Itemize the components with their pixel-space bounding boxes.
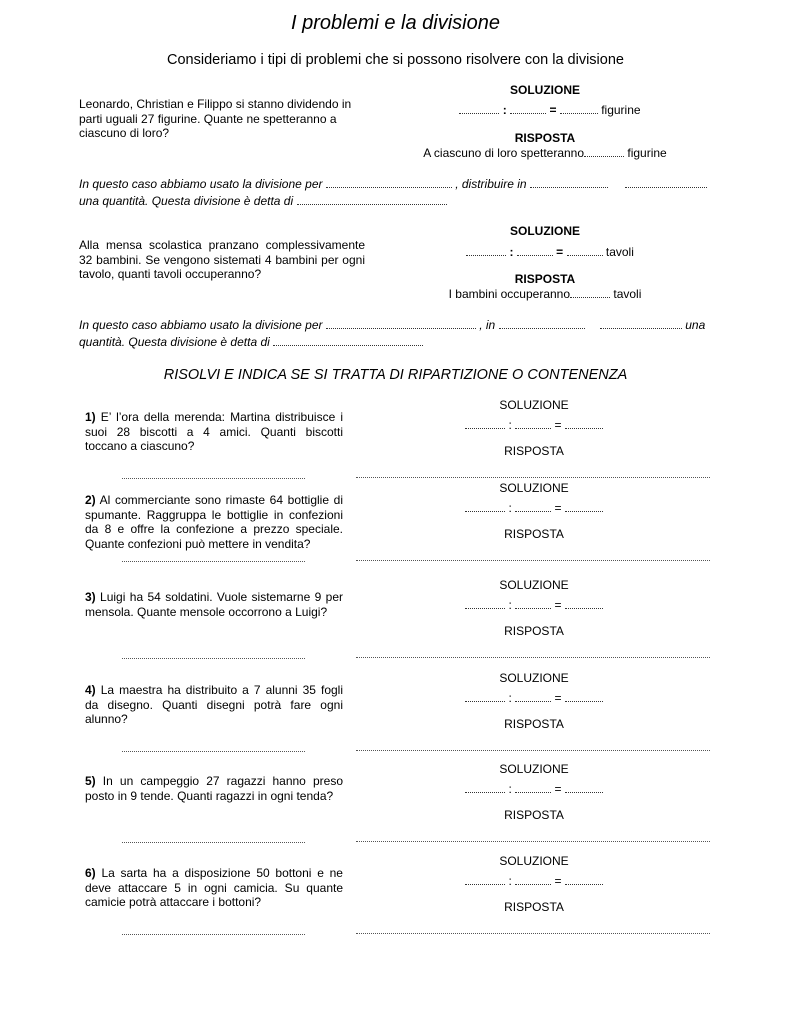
colon: : [508, 598, 512, 612]
example2-sentence-2 [79, 334, 719, 351]
example2-text: Alla mensa scolastica pranzano complessivamente 32 bambini. Se vengono sistemati 4 bambini per ogni tavolo, quanti tavoli occuperanno? [79, 238, 365, 281]
page-title: I problemi e la divisione [291, 12, 500, 34]
colon: : [508, 782, 512, 796]
colon: : [509, 245, 514, 259]
sentence-part: una quantità. Questa divisione è detta di [79, 194, 294, 208]
section-title: RISOLVI E INDICA SE SI TRATTA DI RIPARTIZIONE O CONTENENZA [163, 367, 628, 383]
equals: = [554, 874, 562, 888]
exercise-text [85, 410, 343, 454]
colon: : [508, 874, 512, 888]
exercise-number: 5) [85, 774, 96, 788]
example1-sentence-1 [79, 176, 719, 193]
page-subtitle: Consideriamo i tipi di problemi che si possono risolvere con la divisione [167, 52, 624, 68]
unit: figurine [601, 103, 641, 117]
equals: = [554, 782, 562, 796]
exercise-text [85, 590, 343, 619]
exercise-answer-label: RISPOSTA [504, 527, 564, 541]
exercise-answer-label: RISPOSTA [504, 624, 564, 638]
colon: : [508, 691, 512, 705]
exercise-solution-label: SOLUZIONE [499, 481, 569, 495]
exercise-operation [434, 501, 634, 515]
exercise-answer-label: RISPOSTA [504, 717, 564, 731]
example2-sentence-1 [79, 317, 719, 334]
exercise-solution-label: SOLUZIONE [499, 762, 569, 776]
unit: tavoli [605, 245, 634, 259]
exercise-solution-label: SOLUZIONE [499, 671, 569, 685]
exercise-question: La maestra ha distribuito a 7 alunni 35 fogli da disegno. Quanti disegni potrà fare ogni alunno? [85, 683, 343, 726]
answer-line-left [122, 561, 305, 562]
answer-line-right [356, 477, 710, 478]
answer-unit: tavoli [613, 287, 642, 301]
answer-prefix: A ciascuno di loro spetteranno [423, 146, 585, 160]
colon: : [508, 418, 512, 432]
example2-operation [430, 245, 670, 259]
exercise-text [85, 683, 343, 727]
equals: = [554, 598, 562, 612]
exercise-text [85, 774, 343, 803]
exercise-solution-label: SOLUZIONE [499, 398, 569, 412]
answer-line-left [122, 751, 305, 752]
exercise-solution-label: SOLUZIONE [499, 578, 569, 592]
sentence-part: quantità. Questa divisione è detta di [79, 335, 270, 349]
sentence-part: In questo caso abbiamo usato la divisione per [79, 318, 323, 332]
example2-solution-label: SOLUZIONE [509, 224, 580, 238]
exercise-question: La sarta ha a disposizione 50 bottoni e ne deve attaccare 5 in ogni camicia. Su quante camicie potrà attaccare i bottoni? [85, 866, 343, 909]
exercise-operation [434, 598, 634, 612]
answer-line-left [122, 478, 305, 479]
exercise-operation [434, 782, 634, 796]
exercise-answer-label: RISPOSTA [504, 808, 564, 822]
example1-operation [430, 103, 670, 117]
answer-prefix: I bambini occuperanno [448, 287, 571, 301]
answer-line-left [122, 934, 305, 935]
exercise-operation [434, 418, 634, 432]
exercise-question: Al commerciante sono rimaste 64 bottiglie di spumante. Raggruppa le bottiglie in confezioni da 8 e offre la confezione a prezzo speciale. Quante confezioni può mettere in vendita? [85, 493, 344, 551]
exercise-number: 6) [85, 866, 96, 880]
exercise-solution-label: SOLUZIONE [499, 854, 569, 868]
equals: = [556, 245, 564, 259]
colon: : [502, 103, 507, 117]
exercise-question: In un campeggio 27 ragazzi hanno preso posto in 9 tende. Quanti ragazzi in ogni tenda? [85, 774, 343, 803]
example2-answer [400, 287, 690, 301]
example1-answer [400, 146, 690, 160]
sentence-part: In questo caso abbiamo usato la divisione per [79, 177, 323, 191]
equals: = [554, 691, 562, 705]
equals: = [554, 418, 562, 432]
answer-line-right [356, 560, 710, 561]
exercise-text [85, 493, 343, 551]
colon: : [508, 501, 512, 515]
answer-line-right [356, 657, 710, 658]
exercise-number: 4) [85, 683, 96, 697]
example1-text: Leonardo, Christian e Filippo si stanno dividendo in parti uguali 27 figurine. Quante ne spetteranno a ciascuno di loro? [79, 97, 352, 140]
exercise-answer-label: RISPOSTA [504, 444, 564, 458]
exercise-number: 2) [85, 493, 96, 507]
exercise-answer-label: RISPOSTA [504, 900, 564, 914]
exercise-question: E’ l’ora della merenda: Martina distribuisce i suoi 28 biscotti a 4 amici. Quanti biscotti toccano a ciascuno? [85, 410, 344, 453]
answer-line-left [122, 658, 305, 659]
sentence-part: una [685, 318, 706, 332]
answer-line-right [356, 933, 710, 934]
exercise-operation [434, 691, 634, 705]
answer-unit: figurine [627, 146, 667, 160]
example1-solution-label: SOLUZIONE [509, 83, 580, 97]
example2-answer-label: RISPOSTA [514, 272, 576, 286]
sentence-part: , in [479, 318, 496, 332]
answer-line-right [356, 841, 710, 842]
sentence-part: , distribuire in [455, 177, 527, 191]
equals: = [549, 103, 557, 117]
exercise-operation [434, 874, 634, 888]
exercise-text [85, 866, 343, 910]
exercise-number: 3) [85, 590, 96, 604]
exercise-number: 1) [85, 410, 96, 424]
answer-line-right [356, 750, 710, 751]
example1-answer-label: RISPOSTA [514, 131, 576, 145]
equals: = [554, 501, 562, 515]
answer-line-left [122, 842, 305, 843]
exercise-question: Luigi ha 54 soldatini. Vuole sistemarne 9 per mensola. Quante mensole occorrono a Luigi? [85, 590, 343, 619]
example1-sentence-2 [79, 193, 719, 210]
